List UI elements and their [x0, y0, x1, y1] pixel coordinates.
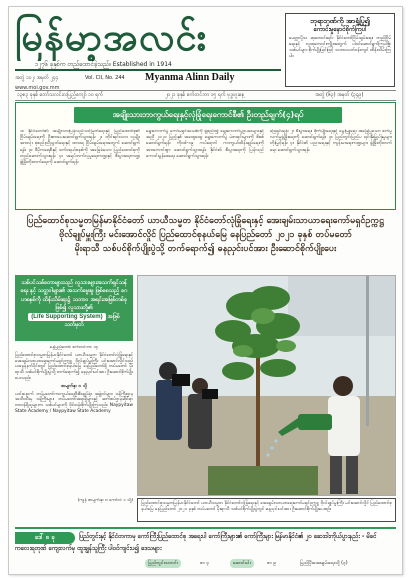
article-paragraph-1: ပြည်ထောင်စုသမ္မတမြန်မာနိုင်ငံတော် ယာယီသမ္မတ နိုင်ငံတော်လုံခြုံရေးနှင့် အေးချမ်းသာယာရေးကော်မရှင်ဥက္ကဋ္ဌ ဗိုလ်ချုပ်မှူးကြီး မင်းအောင်လှိုင်သည် ယနေ့နံနက်ပိုင်းတွင် ပြည်ထောင်စုနယ်မြေ နေပြည်တော်ရှိ တပ်မတော် မိုးရာသီ သစ်ပင်စိုက်ပျိုးပွဲသို့ တက်ရောက်၍ ဓနညှင်းပင်အား ဦးဆောင်စိုက်ပျိုးပေးသည်။	[15, 352, 133, 381]
gregorian-date: ၂၀၂၁ ခုနှစ် စက်တင်ဘာ ၁၅ ရက် ဗုဒ္ဓဟူးနေ့	[165, 92, 245, 98]
highlight-tail: အဖြစ် သတ်မှတ်	[64, 313, 120, 329]
article-body	[15, 345, 133, 495]
section-chip-series[interactable]: ပြည်ပြီးအေးချမ်းရေးသို့ (၃)	[300, 561, 348, 566]
headline-line-3: မိုးရာသီ သစ်ပင်စိုက်ပျိုးပွဲသို့ တက်ရောက်၍ ဓနညှင်းပင်အား ဦးဆောင်စိုက်ပျိုးပေး	[74, 244, 337, 254]
quote-box	[285, 13, 395, 87]
photo-caption: ပြည်ထောင်စုသမ္မတမြန်မာနိုင်ငံတော် ယာယီသမ္မတ နိုင်ငံတော်လုံခြုံရေးနှင့် အေးချမ်းသာယာရေးကော်မရှင်ဥက္ကဋ္ဌ ဗိုလ်ချုပ်မှူးကြီး မင်းအောင်လှိုင် ပြည်ထောင်စုနယ်မြေ နေပြည်တော် ၂၀၂၁ ခုနှစ် တပ်မတော် မိုးရာသီ သစ်ပင်စိုက်ပျိုးပွဲတွင် ဓနညှင်းပင်အား ဦးဆောင်စိုက်ပျိုးပေးစဉ်။	[137, 498, 396, 522]
section-chip-articles-page: စာ ၉	[267, 561, 276, 566]
quote-subheading: ကောင်းမှုနောင်စိုက်ကြပါ	[313, 26, 367, 33]
teaser-line-2[interactable]: ကလေးရတုဏ် ကျေးလက်မှ ထူးချွန်သူကြီး ပါဝင်ကျင်းပ၍ ဒေသများ	[15, 545, 162, 552]
issue-number: အတွဲ (၆၃) အမှတ် (၃၄၉)	[315, 92, 364, 98]
article-dateline: နေပြည်တော်၊ စက်တင်ဘာ ၁၄	[49, 345, 99, 350]
highlight-text: သစ်ပင်သစ်တောများသည် လူသားများအသက်ရှင်သန်ရေး နှင့် သတ္တဝါများ၏ အသက်မွေးမှု ဖြစ်စေသည့် ဂေဟစနစ်ကို ထိန်းသိမ်းရာ၌ သဘာဝ အရင်းအမြစ်တစ်ခုဖြစ်၍ လူသားတို့၏	[20, 280, 128, 312]
volume-english: Vol. CII, No. 244	[85, 75, 125, 81]
objectives-columns	[20, 129, 392, 207]
continuation-note[interactable]: (ကျန် စာမျက်နှာ ၈ ကော်လံ ၁ သို့)	[77, 498, 133, 503]
burmese-date: ၁၃၈၃ ခုနှစ် တော်သလင်းလပြည့်ကျော် ၁၀ ရက်	[17, 92, 104, 98]
teaser-line-1[interactable]: ပြည်တွင်းနှင့် နိုင်ငံတကာမှ ကော်ကြီးပြည်ထောင်စု အရေးပါ ကော်ကြီးများ၏ ကော်ကြီးများ မြန်မာနိုင်ငံ၏ ၂၀ ဆေးဝါးကိုယ်ပွားနည်း - မိခင်	[79, 533, 377, 540]
objectives-box	[15, 102, 396, 210]
tree-planting-photo-illustration	[138, 276, 396, 496]
highlight-box	[15, 275, 133, 341]
section-chip-domestic[interactable]: ပြည်တွင်းသတင်း	[145, 559, 181, 568]
quote-body: မေတ္တာပို့သ ဆုတောင်းရင်း နိုင်ငံတော်ငြိမ်းချမ်းရေး၊ တည်ငြိမ်ရေးနှင့် လူထုကောင်းကျိုးအတွက် ပါဝင်ဆောင်ရွက်ကြပါစို့။ သစ်ပင်များ စိုက်ပျိုးခြင်းဖြင့် သဘာဝပတ်ဝန်းကျင် ထိန်းသိမ်းကြပါ။	[289, 36, 391, 59]
newspaper-english-name: Myanma Alinn Daily	[145, 72, 235, 83]
date-bar	[15, 90, 396, 101]
website-link[interactable]: www.moi.gov.mm	[15, 85, 60, 91]
masthead-rule	[15, 69, 281, 71]
objectives-column-2: ရွေးကောက်ပွဲ ကော်မရှင်အသစ်ကို ဖွဲ့စည်း၍ ရွေးကောက်ပွဲဥပဒေများနှင့်အညီ ၂၀၂၀ ပြည့်နှစ် အထွေထွေ ရွေးကောက်ပွဲ မဲစာရင်းများကို စိစစ်ဆောင်ရွက်ရန်။ ကိုဗစ်-၁၉ ကပ်ရောဂါ ကာကွယ်ထိန်းချုပ်ရေးကို အားကောင်းစွာ ဆောင်ရွက်သွားရန်။ နိုင်ငံ၏ စီးပွားရေးကို ပြန်လည်ကောင်းမွန်စေရေး ဆောင်ရွက်သွားရန်။	[146, 129, 264, 159]
masthead	[15, 13, 281, 95]
objectives-column-1: ၁။ နိုင်ငံတော်၏ အမျိုးသားပြန်လည်သင့်မြတ်ရေးနှင့် ပြည်ထောင်စု၏ ငြိမ်းချမ်းရေးကို ဦးစားပေးဆောင်ရွက်သွားရန်။ ၂။ တိုင်းရင်းသား လူမျိုးအားလုံး စုစည်းညီညွတ်ရေးနှင့် ထာဝရ ငြိမ်းချမ်းရေးအတွက် ဆောင်ရွက်ရန်။ ၃။ ဒီမိုကရေစီနှင့် ဖက်ဒရယ်စနစ်ကို အခြေခံသော ပြည်ထောင်စုကို တည်ဆောက်သွားရန်။ ၄။ အရပ်ဘက်လူမှုရေးကဏ္ဍနှင့် စီးပွားရေးကဏ္ဍ ဖွံ့ဖြိုးတိုးတက်ရေးကို ဆောင်ရွက်ရန်။	[20, 129, 140, 166]
life-supporting-system-label: (Life Supporting System)	[28, 313, 105, 321]
section-chip-domestic-page: စာ ၃	[200, 561, 209, 566]
objectives-column-3: ဖြေရှင်းရန်။ ၂။ စီးပွားရေး၊ စိုက်ပျိုးရေးနှင့် မွေးမြူရေး အခြေပြုသော စက်မှုလက်မှုဖွံ့ဖြိုးရေးကို ဆောင်ရွက်ရန်။ ၃။ ပြည်တွင်းပြည်ပ ရင်းနှီးမြှုပ်နှံမှုများ တိုးမြှင့်ရန်။ ၄။ နိုင်ငံ၏ ပညာရေးနှင့် ကျန်းမာရေးကဏ္ဍများ ဖွံ့ဖြိုးတိုးတက်ရေး ဆောင်ရွက်သွားရန်။	[270, 129, 392, 153]
article-continued-note[interactable]: စာမျက်နှာ ၈ သို့	[61, 383, 87, 389]
bottom-teaser	[15, 527, 396, 569]
teaser-tag: ဒေါ် ၈ ခု	[15, 532, 75, 544]
newspaper-front-page	[8, 6, 403, 575]
newspaper-tagline: ၁၂၇၆ ခုနှစ်က တည်ထောင်ခဲ့သည်။ Established in 1914	[35, 61, 172, 68]
headline-line-1: ပြည်ထောင်စုသမ္မတမြန်မာနိုင်ငံတော် ယာယီသမ္မတ နိုင်ငံတော်လုံခြုံရေးနှင့် အေးချမ်းသာယာရေးကော်မရှင်ဥက္ကဋ္ဌ	[26, 216, 385, 226]
section-chip-articles[interactable]: ဆောင်းပါး	[230, 559, 254, 568]
objectives-heading: အချိုးသားဘာကွယ်ရေးနှင့်လုံခြုံရေးကောင်စီ၏ ဦးတည်ချက်(၄)ရပ်	[74, 107, 342, 123]
main-headline[interactable]	[15, 214, 396, 272]
headline-line-2: ဗိုလ်ချုပ်မှူးကြီး မင်းအောင်လှိုင် ပြည်ထောင်စုနယ်မြေ နေပြည်တော် ၂၀၂၁ ခုနှစ် တပ်မတော်	[59, 230, 352, 240]
article-paragraph-2: ယင်းနောက် တပ်မတော်ကာကွယ်ရေးဦးစီးချုပ်ရုံး အဖွဲ့ဝင်များ၊ ဝန်ကြီးဌာနအသီးသီးမှ ဝန်ကြီးများ၊ တပ်မတော်အရာရှိများနှင့် ဆက်စပ်ဌာနဆိုင်ရာ တာဝန်ရှိသူများက သစ်ပင်များကို ဝိုင်းဝန်းစိုက်ပျိုးကြသည်။ Naypyitaw State Academy / Naypyitaw State Academy	[15, 391, 133, 414]
lead-photo[interactable]	[137, 275, 396, 496]
newspaper-title: မြန်မာ့အလင်း	[15, 15, 208, 59]
quote-heading: ဘုရားဂုဏ်ကို အာရုံပြု၍	[310, 17, 370, 25]
volume-burmese: အတွဲ ၁၀၂၊ အမှတ် ၂၄၄	[15, 75, 59, 81]
